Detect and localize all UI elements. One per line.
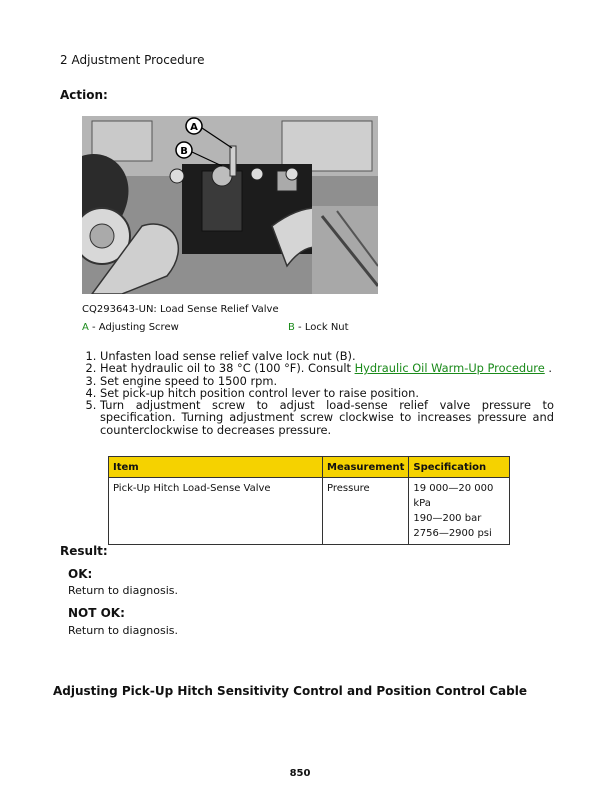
- spec-line: 2756—2900 psi: [413, 528, 492, 539]
- step-item: 1. Unfasten load sense relief valve lock nut (B).: [100, 350, 554, 362]
- step-title: 2 Adjustment Procedure: [60, 53, 205, 67]
- cell-measurement: Pressure: [323, 478, 409, 545]
- callout-a: [82, 322, 179, 333]
- marker-a-label: A: [190, 122, 198, 133]
- step-item: [100, 362, 554, 374]
- hydraulic-oil-warm-up-link[interactable]: Hydraulic Oil Warm-Up Procedure: [354, 361, 545, 376]
- not-ok-text: Return to diagnosis.: [68, 624, 179, 637]
- procedure-steps: [82, 350, 554, 436]
- callout-b: [288, 322, 349, 333]
- cell-specification: [409, 478, 510, 545]
- step-item: 3. Set engine speed to 1500 rpm.: [100, 375, 554, 387]
- cell-item: Pick-Up Hitch Load-Sense Valve: [109, 478, 323, 545]
- spec-line: 190—200 bar: [413, 513, 482, 524]
- specification-table: [108, 456, 510, 545]
- step-item: 5. Turn adjustment screw to adjust load-sense relief valve pressure to specification. Turning adjustment screw clockwise to increases pressure and counterclockwise to decreases pressure.: [100, 399, 554, 436]
- result-label: Result:: [60, 544, 108, 558]
- callout-b-text: - Lock Nut: [294, 322, 349, 333]
- step-text: Heat hydraulic oil to 38 °C (100 °F). Consult: [100, 361, 355, 376]
- callout-a-letter: A: [82, 322, 89, 333]
- action-label: Action:: [60, 88, 108, 102]
- ok-label: OK:: [68, 567, 93, 581]
- callout-b-letter: B: [288, 322, 295, 333]
- step-item: 4. Set pick-up hitch position control lever to raise position.: [100, 387, 554, 399]
- callout-a-text: - Adjusting Screw: [88, 322, 179, 333]
- marker-b-label: B: [180, 146, 188, 157]
- not-ok-label: NOT OK:: [68, 606, 125, 620]
- header-item: Item: [109, 457, 323, 478]
- step-text-suffix: .: [544, 361, 552, 376]
- load-sense-relief-valve-photo: [82, 116, 378, 294]
- table-row: [109, 478, 510, 545]
- valve-illustration: [82, 116, 378, 294]
- figure-caption: CQ293643-UN: Load Sense Relief Valve: [82, 304, 279, 315]
- ok-text: Return to diagnosis.: [68, 584, 179, 597]
- section-heading: Adjusting Pick-Up Hitch Sensitivity Control and Position Control Cable: [53, 684, 527, 698]
- table-header-row: [109, 457, 510, 478]
- page-number: 850: [289, 768, 311, 779]
- header-specification: Specification: [409, 457, 510, 478]
- header-measurement: Measurement: [323, 457, 409, 478]
- spec-line: 19 000—20 000 kPa: [413, 483, 494, 509]
